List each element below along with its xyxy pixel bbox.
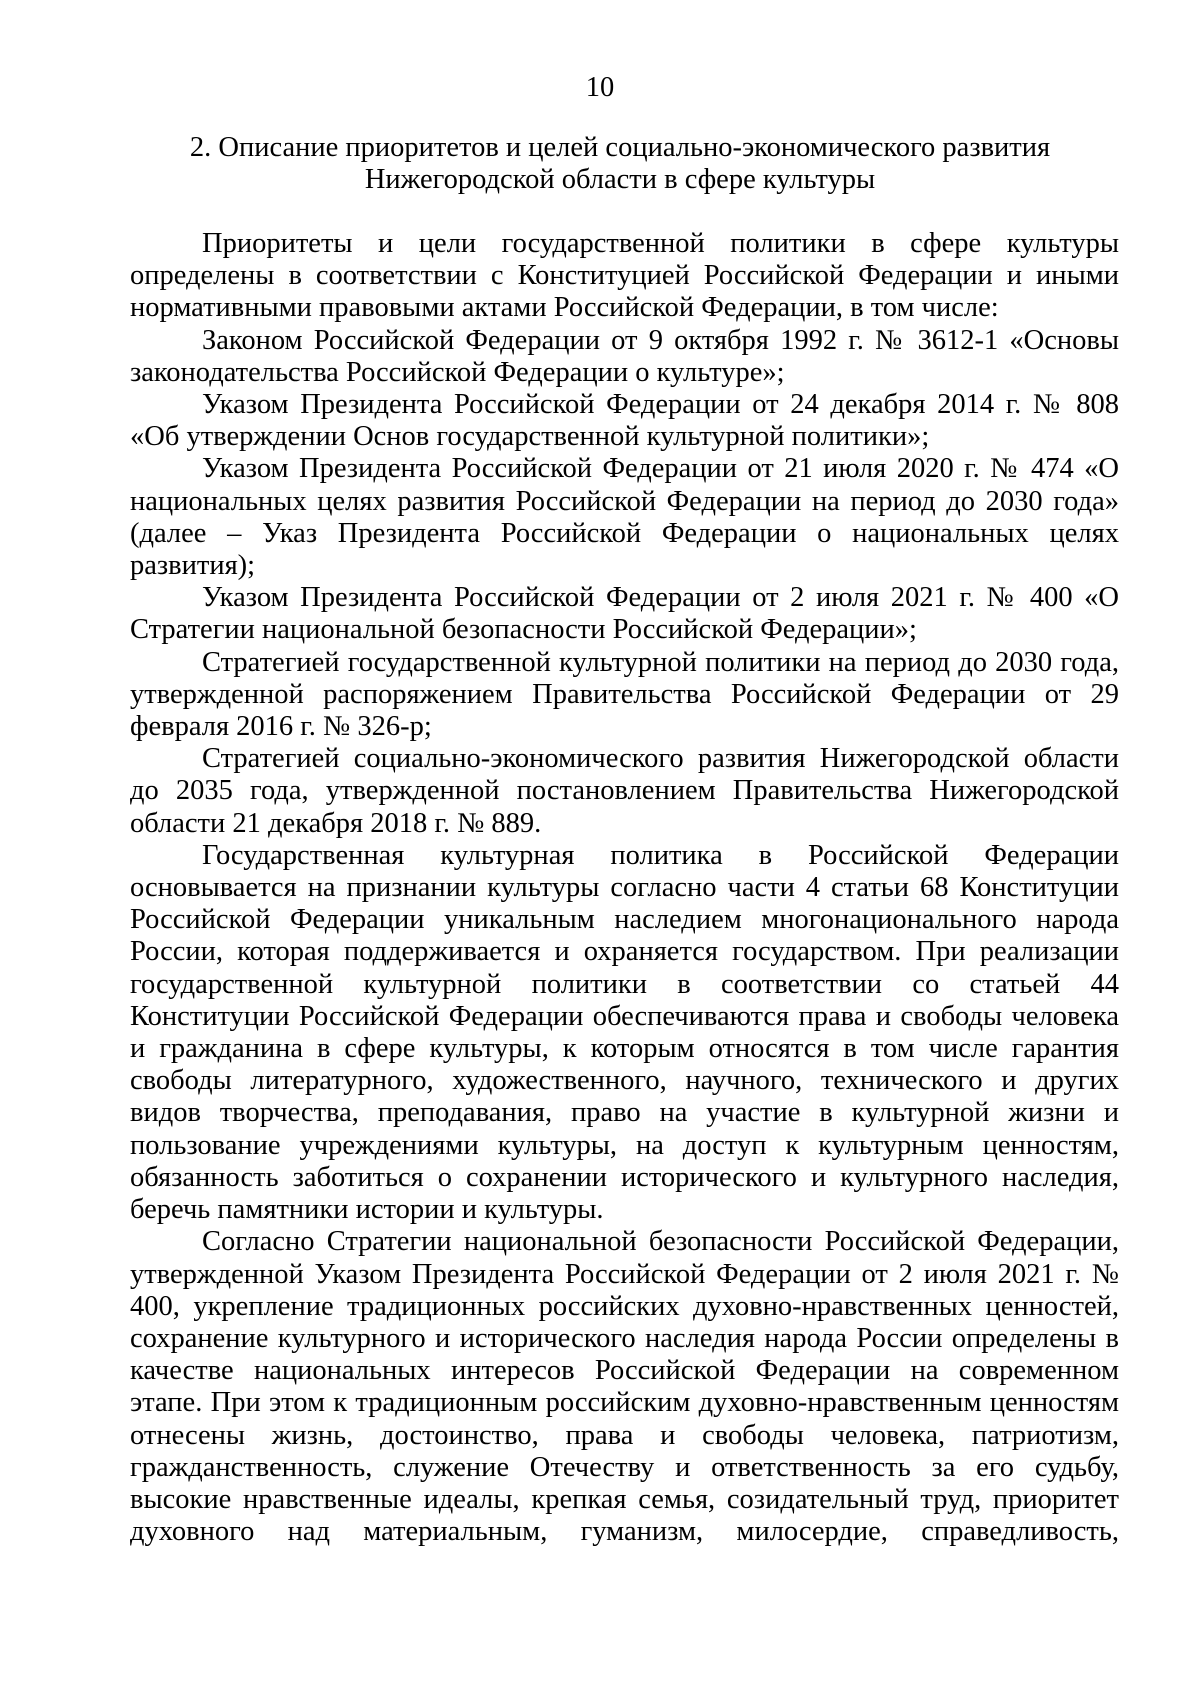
paragraph-cultural-policy: Государственная культурная политика в Российской Федерации основывается на признании культуры согласно части 4 статьи 68 Конституции Российской Федерации уникальным наследием многонационального народа России, которая поддерживается и охраняется государством. При реализации государственной культурной политики в соответствии со статьей 44 Конституции Российской Федерации обеспечиваются права и свободы человека и гражданина в сфере культуры, к которым относятся в том числе гарантия свободы литературного, художественного, научного, технического и других видов творчества, преподавания, право на участие в культурной жизни и пользование учреждениями культуры, на доступ к культурным ценностям, обязанность заботиться о сохранении исторического и культурного наследия, беречь памятники истории и культуры. [130,839,1119,1226]
section-heading-line-2: Нижегородской области в сфере культуры [364,164,876,196]
paragraph-strategy-326r: Стратегией государственной культурной политики на период до 2030 года, утвержденной распоряжением Правительства Российской Федерации от 29 февраля 2016 г. № 326-р; [130,646,1119,743]
paragraph-strategy-889: Стратегией социально-экономического развития Нижегородской области до 2035 года, утвержденной постановлением Правительства Нижегородской области 21 декабря 2018 г. № 889. [130,743,1119,839]
section-heading-line-1: 2. Описание приоритетов и целей социально-экономического развития [189,132,1051,163]
page-number: 10 [585,72,615,103]
paragraph-law-1992: Законом Российской Федерации от 9 октября 1992 г. № 3612-1 «Основы законодательства Российской Федерации о культуре»; [130,324,1119,388]
paragraph-decree-808: Указом Президента Российской Федерации от 24 декабря 2014 г. № 808 «Об утверждении Основ государственной культурной политики»; [130,389,1119,453]
paragraph-decree-474: Указом Президента Российской Федерации от 21 июля 2020 г. № 474 «О национальных целях развития Российской Федерации на период до 2030 года» (далее – Указ Президента Российской Федерации о национальных целях развития); [130,453,1119,582]
paragraph-national-security: Согласно Стратегии национальной безопасности Российской Федерации, утвержденной Указом Президента Российской Федерации от 2 июля 2021 г. № 400, укрепление традиционных российских духовно-нравственных ценностей, сохранение культурного и исторического наследия народа России определены в качестве национальных интересов Российской Федерации на современном этапе. При этом к традиционным российским духовно-нравственным ценностям отнесены жизнь, достоинство, права и свободы человека, патриотизм, гражданственность, служение Отечеству и ответственность за его судьбу, высокие нравственные идеалы, крепкая семья, созидательный труд, приоритет духовного над материальным, гуманизм, милосердие, справедливость, [130,1226,1119,1548]
document-body [130,228,1119,1548]
paragraph-decree-400: Указом Президента Российской Федерации от 2 июля 2021 г. № 400 «О Стратегии национальной безопасности Российской Федерации»; [130,582,1119,646]
section-heading [160,132,1080,196]
paragraph-intro: Приоритеты и цели государственной политики в сфере культуры определены в соответствии с Конституцией Российской Федерации и иными нормативными правовыми актами Российской Федерации, в том числе: [130,228,1119,324]
